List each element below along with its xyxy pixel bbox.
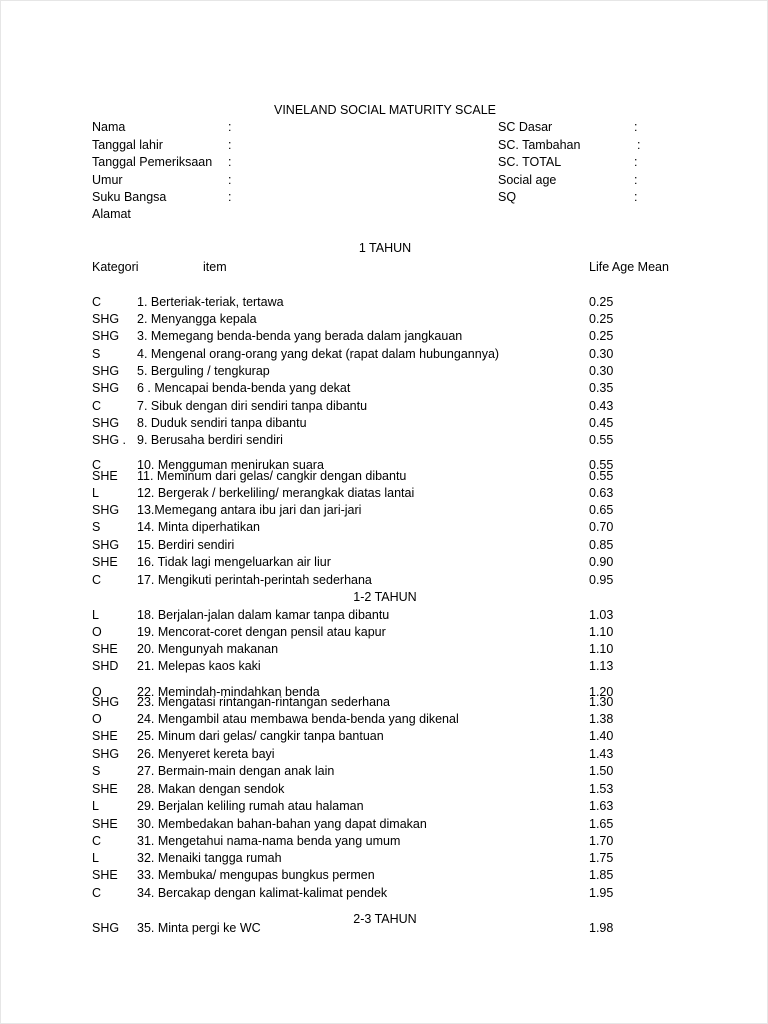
field-colon: :: [634, 190, 638, 204]
field-label-tanggal-lahir: Tanggal lahir: [92, 138, 163, 152]
column-header-life-age-mean: Life Age Mean: [589, 260, 669, 274]
row-category: SHG: [92, 695, 120, 709]
row-life-age-mean: 1.30: [589, 695, 614, 709]
row-life-age-mean: 1.43: [589, 747, 614, 761]
row-life-age-mean: 0.65: [589, 503, 614, 517]
row-category: L: [92, 799, 99, 813]
field-colon: :: [228, 190, 232, 204]
row-life-age-mean: 1.65: [589, 817, 614, 831]
row-life-age-mean: 1.40: [589, 729, 614, 743]
field-label-suku-bangsa: Suku Bangsa: [92, 190, 167, 204]
row-category: SHE: [92, 868, 118, 882]
field-label-sc-tambahan: SC. Tambahan: [498, 138, 581, 152]
row-item: 29. Berjalan keliling rumah atau halaman: [137, 799, 364, 813]
row-item: 11. Meminum dari gelas/ cangkir dengan dibantu: [137, 469, 407, 483]
row-life-age-mean: 0.55: [589, 469, 614, 483]
row-category: C: [92, 886, 102, 900]
row-category: SHG: [92, 921, 120, 935]
field-label-alamat: Alamat: [92, 207, 131, 221]
row-item: 7. Sibuk dengan diri sendiri tanpa dibantu: [137, 399, 368, 413]
row-item: 10. Mengguman menirukan suara: [137, 458, 324, 472]
row-life-age-mean: 0.70: [589, 520, 614, 534]
row-category: C: [92, 399, 102, 413]
row-life-age-mean: 1.70: [589, 834, 614, 848]
field-colon: :: [228, 173, 232, 187]
column-header-item: item: [203, 260, 227, 274]
row-category: O: [92, 625, 102, 639]
row-life-age-mean: 0.90: [589, 555, 614, 569]
row-category: O: [92, 685, 102, 699]
row-life-age-mean: 0.63: [589, 486, 614, 500]
field-colon: :: [228, 155, 232, 169]
row-item: 24. Mengambil atau membawa benda-benda yang dikenal: [137, 712, 459, 726]
row-category: SHE: [92, 782, 118, 796]
row-life-age-mean: 0.25: [589, 312, 614, 326]
row-category: C: [92, 573, 102, 587]
row-item: 22. Memindah-mindahkan benda: [137, 685, 320, 699]
row-item: 19. Mencorat-coret dengan pensil atau kapur: [137, 625, 386, 639]
row-item: 27. Bermain-main dengan anak lain: [137, 764, 335, 778]
field-label-tanggal-pemeriksaan: Tanggal Pemeriksaan: [92, 155, 213, 169]
row-item: 35. Minta pergi ke WC: [137, 921, 261, 935]
row-category: S: [92, 347, 101, 361]
field-label-sc-total: SC. TOTAL: [498, 155, 562, 169]
row-life-age-mean: 1.10: [589, 625, 614, 639]
row-item: 5. Berguling / tengkurap: [137, 364, 270, 378]
row-item: 13.Memegang antara ibu jari dan jari-jari: [137, 503, 362, 517]
row-category: SHD: [92, 659, 119, 673]
row-item: 28. Makan dengan sendok: [137, 782, 285, 796]
row-category: SHG: [92, 381, 120, 395]
row-life-age-mean: 1.53: [589, 782, 614, 796]
row-life-age-mean: 0.55: [589, 458, 614, 472]
field-label-nama: Nama: [92, 120, 126, 134]
row-item: 25. Minum dari gelas/ cangkir tanpa bantuan: [137, 729, 384, 743]
row-life-age-mean: 1.03: [589, 608, 614, 622]
row-life-age-mean: 0.45: [589, 416, 614, 430]
row-item: 17. Mengikuti perintah-perintah sederhana: [137, 573, 372, 587]
field-label-sq: SQ: [498, 190, 517, 204]
field-label-social-age: Social age: [498, 173, 557, 187]
row-item: 16. Tidak lagi mengeluarkan air liur: [137, 555, 331, 569]
row-item: 8. Duduk sendiri tanpa dibantu: [137, 416, 307, 430]
row-item: 34. Bercakap dengan kalimat-kalimat pendek: [137, 886, 388, 900]
row-life-age-mean: 1.95: [589, 886, 614, 900]
row-category: SHE: [92, 817, 118, 831]
row-category: SHE: [92, 555, 118, 569]
document-title: VINELAND SOCIAL MATURITY SCALE: [273, 103, 497, 117]
field-label-sc-dasar: SC Dasar: [498, 120, 553, 134]
field-colon: :: [634, 120, 638, 134]
field-colon: :: [634, 155, 638, 169]
row-category: SHE: [92, 642, 118, 656]
row-item: 14. Minta diperhatikan: [137, 520, 260, 534]
row-life-age-mean: 1.98: [589, 921, 614, 935]
row-life-age-mean: 1.13: [589, 659, 614, 673]
row-item: 30. Membedakan bahan-bahan yang dapat dimakan: [137, 817, 427, 831]
row-category: SHE: [92, 729, 118, 743]
row-life-age-mean: 1.63: [589, 799, 614, 813]
row-category: SHG .: [92, 433, 127, 447]
field-colon: :: [228, 138, 232, 152]
row-item: 20. Mengunyah makanan: [137, 642, 279, 656]
row-category: SHE: [92, 469, 118, 483]
row-life-age-mean: 1.38: [589, 712, 614, 726]
row-item: 33. Membuka/ mengupas bungkus permen: [137, 868, 375, 882]
row-category: L: [92, 486, 99, 500]
field-colon: :: [637, 138, 641, 152]
row-life-age-mean: 0.55: [589, 433, 614, 447]
row-category: O: [92, 712, 102, 726]
row-item: 21. Melepas kaos kaki: [137, 659, 261, 673]
row-item: 31. Mengetahui nama-nama benda yang umum: [137, 834, 401, 848]
row-category: C: [92, 295, 102, 309]
row-category: S: [92, 764, 101, 778]
row-category: SHG: [92, 416, 120, 430]
row-life-age-mean: 0.25: [589, 295, 614, 309]
row-life-age-mean: 0.85: [589, 538, 614, 552]
row-item: 6 . Mencapai benda-benda yang dekat: [137, 381, 351, 395]
row-category: SHG: [92, 747, 120, 761]
row-life-age-mean: 0.30: [589, 364, 614, 378]
row-item: 15. Berdiri sendiri: [137, 538, 235, 552]
field-label-umur: Umur: [92, 173, 123, 187]
row-life-age-mean: 1.85: [589, 868, 614, 882]
row-item: 23. Mengatasi rintangan-rintangan sederhana: [137, 695, 390, 709]
row-category: L: [92, 608, 99, 622]
row-item: 26. Menyeret kereta bayi: [137, 747, 275, 761]
row-category: S: [92, 520, 101, 534]
row-item: 18. Berjalan-jalan dalam kamar tanpa dibantu: [137, 608, 390, 622]
row-category: SHG: [92, 329, 120, 343]
row-life-age-mean: 1.20: [589, 685, 614, 699]
row-category: C: [92, 458, 102, 472]
row-item: 3. Memegang benda-benda yang berada dalam jangkauan: [137, 329, 463, 343]
row-life-age-mean: 1.10: [589, 642, 614, 656]
row-item: 32. Menaiki tangga rumah: [137, 851, 282, 865]
row-item: 1. Berteriak-teriak, tertawa: [137, 295, 284, 309]
row-life-age-mean: 0.43: [589, 399, 614, 413]
row-category: SHG: [92, 312, 120, 326]
row-item: 2. Menyangga kepala: [137, 312, 257, 326]
row-item: 12. Bergerak / berkeliling/ merangkak diatas lantai: [137, 486, 415, 500]
row-category: C: [92, 834, 102, 848]
row-life-age-mean: 0.25: [589, 329, 614, 343]
row-category: L: [92, 851, 99, 865]
row-life-age-mean: 0.30: [589, 347, 614, 361]
row-category: SHG: [92, 364, 120, 378]
row-item: 9. Berusaha berdiri sendiri: [137, 433, 283, 447]
row-life-age-mean: 1.50: [589, 764, 614, 778]
field-colon: :: [228, 120, 232, 134]
row-life-age-mean: 0.95: [589, 573, 614, 587]
row-life-age-mean: 0.35: [589, 381, 614, 395]
section-heading: 1-2 TAHUN: [353, 590, 417, 604]
field-colon: :: [634, 173, 638, 187]
row-category: SHG: [92, 503, 120, 517]
column-header-kategori: Kategori: [92, 260, 139, 274]
section-heading: 1 TAHUN: [358, 241, 412, 255]
row-life-age-mean: 1.75: [589, 851, 614, 865]
row-category: SHG: [92, 538, 120, 552]
section-heading: 2-3 TAHUN: [353, 912, 417, 926]
row-item: 4. Mengenal orang-orang yang dekat (rapat dalam hubungannya): [137, 347, 500, 361]
